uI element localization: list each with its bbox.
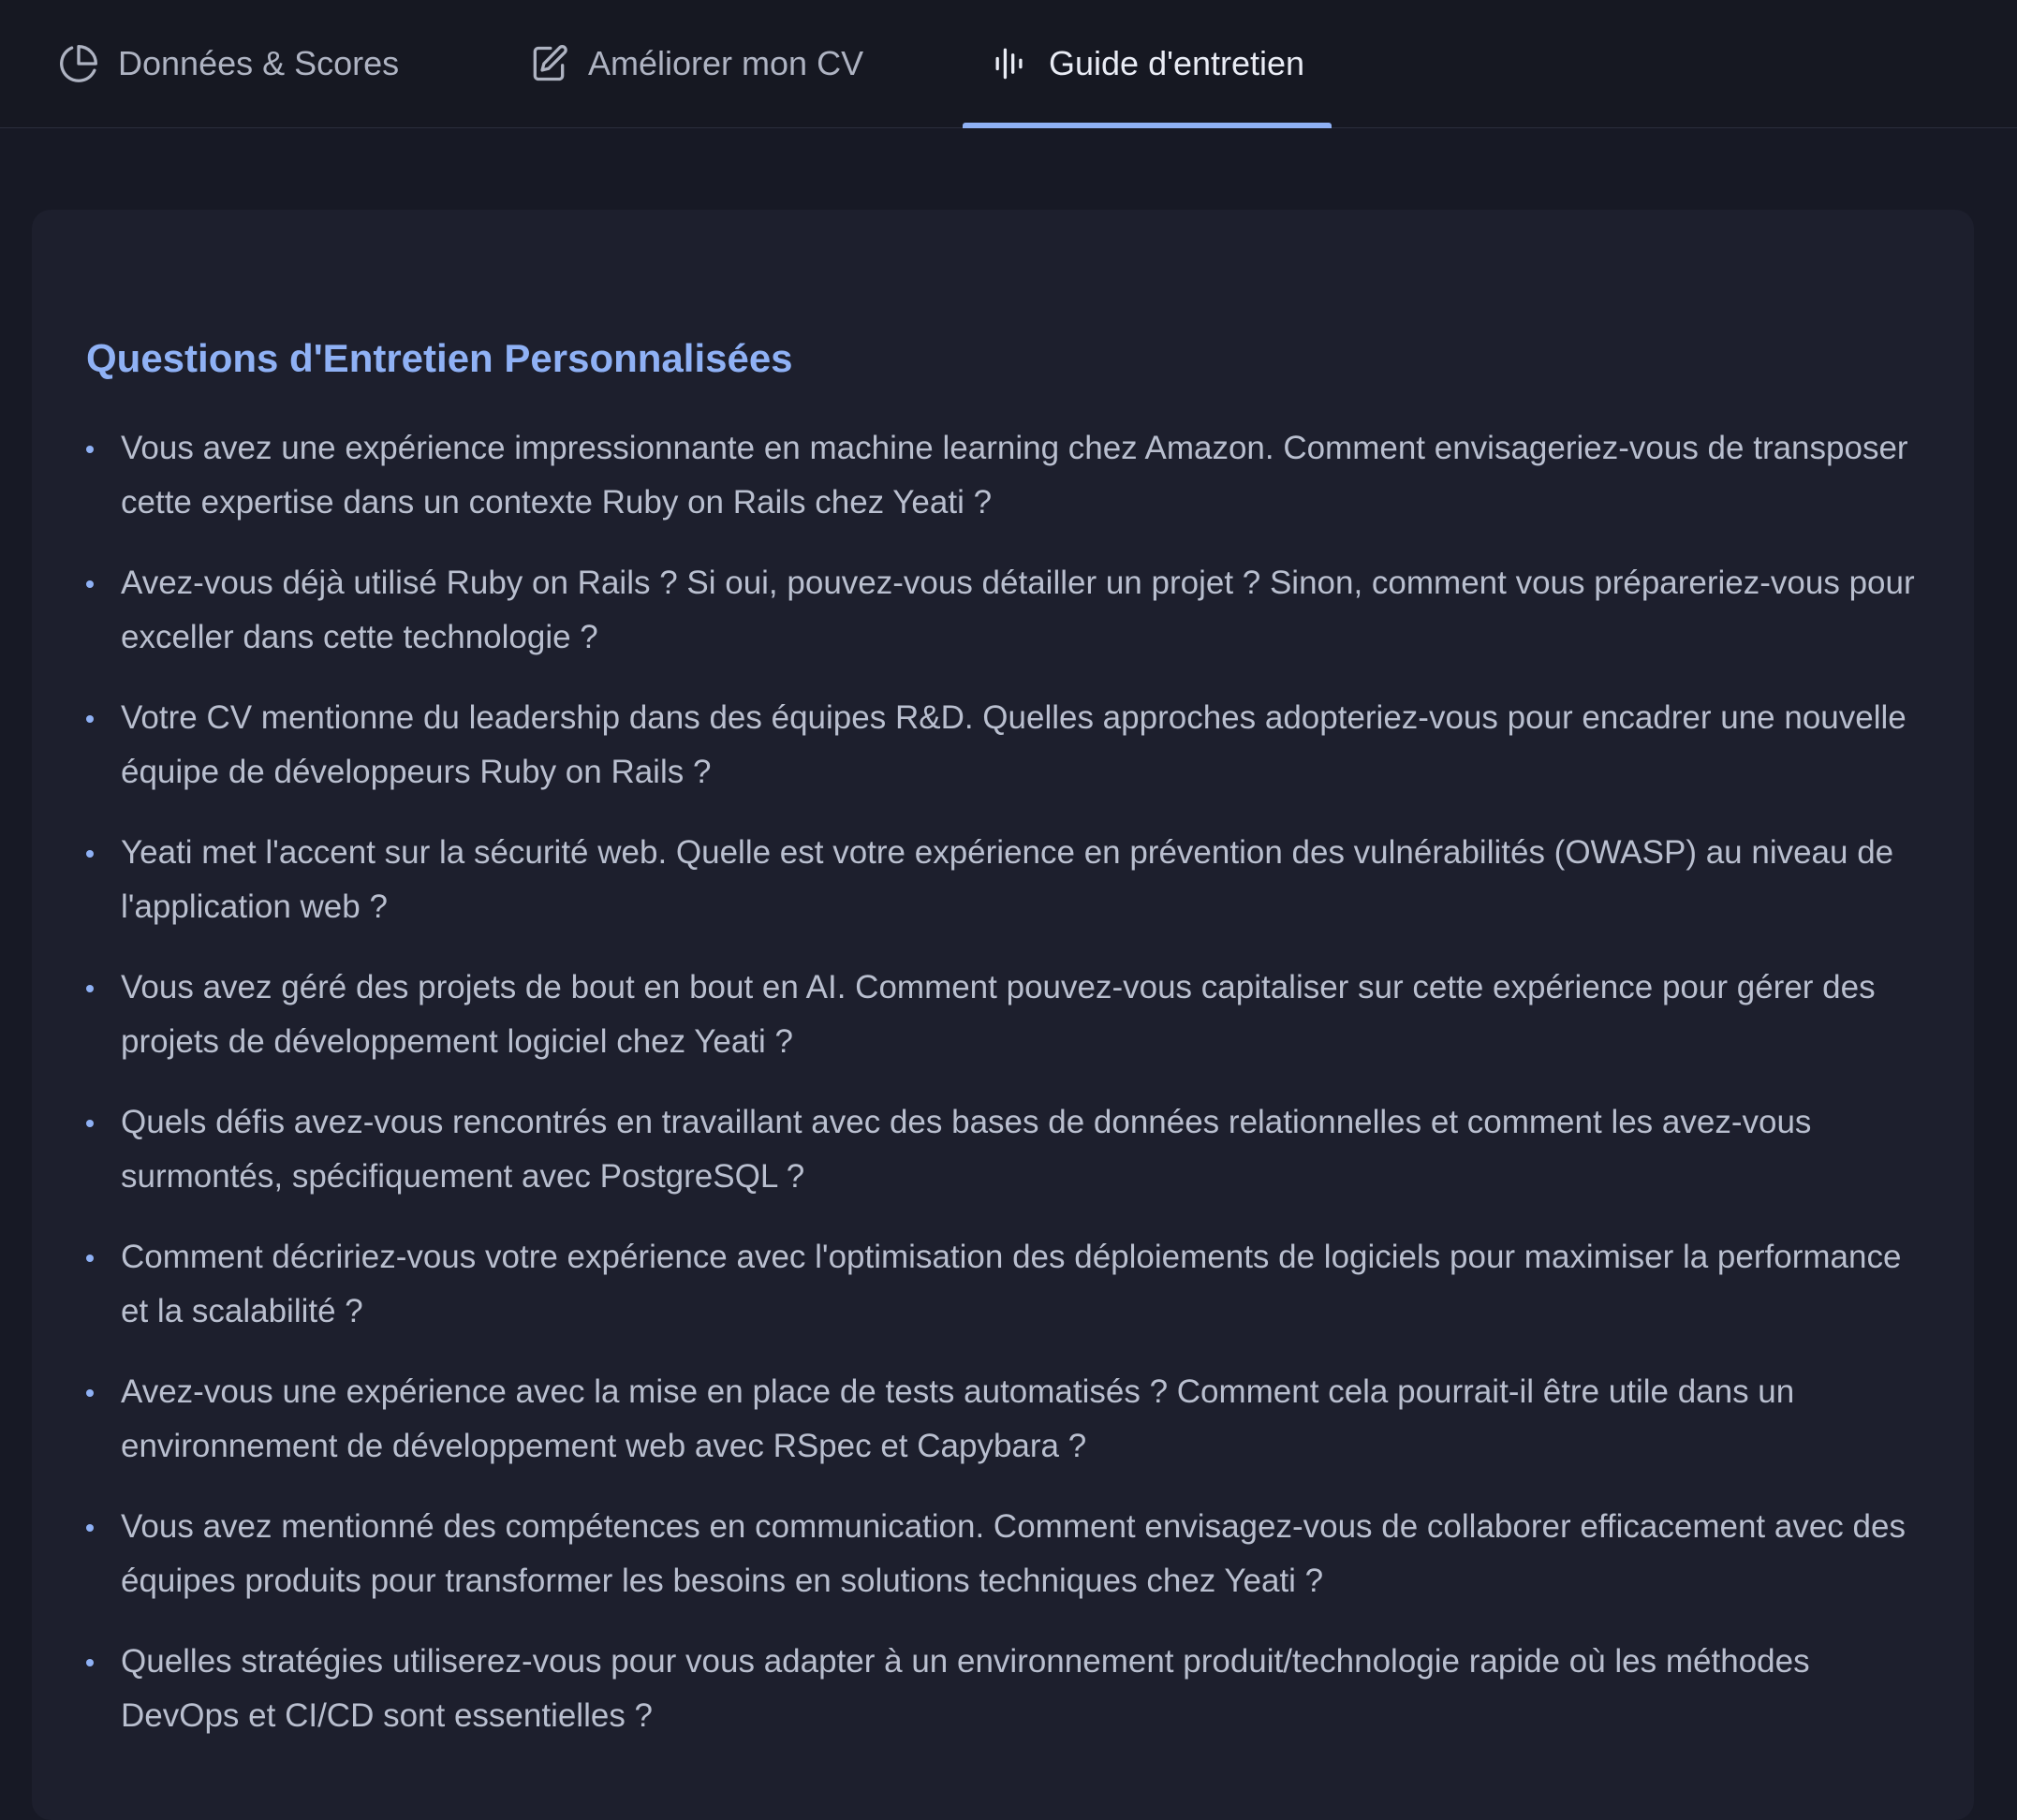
- question-text: Vous avez géré des projets de bout en bout en AI. Comment pouvez-vous capitaliser sur cette expérience pour gérer des projets de développement logiciel chez Yeati ?: [121, 969, 1876, 1060]
- question-text: Vous avez mentionné des compétences en communication. Comment envisagez-vous de collaborer efficacement avec des équipes produits pour transformer les besoins en solutions techniques chez Yeati ?: [121, 1508, 1906, 1599]
- question-text: Avez-vous une expérience avec la mise en place de tests automatisés ? Comment cela pourrait-il être utile dans un environnement de développement web avec RSpec et Capybara ?: [121, 1373, 1795, 1464]
- interview-questions-panel: [32, 210, 1974, 1820]
- tab-label: Guide d'entretien: [1049, 44, 1305, 82]
- bullet-icon: [86, 985, 94, 992]
- tab-label: Améliorer mon CV: [588, 44, 864, 82]
- bullet-icon: [86, 850, 94, 858]
- audio-waveform-icon: [989, 43, 1030, 84]
- tab-ameliorer-cv[interactable]: [528, 0, 921, 127]
- list-item: [86, 1365, 1920, 1474]
- list-item: [86, 691, 1920, 800]
- page-title: Questions d'Entretien Personnalisées: [86, 336, 793, 380]
- list-item: [86, 1500, 1920, 1608]
- question-text: Vous avez une expérience impressionnante en machine learning chez Amazon. Comment envisageriez-vous de transposer cette expertise dans un contexte Ruby on Rails chez Yeati ?: [121, 430, 1908, 521]
- list-item: [86, 1635, 1920, 1743]
- tab-donnees-scores[interactable]: [58, 0, 451, 127]
- bullet-icon: [86, 1389, 94, 1397]
- question-text: Quelles stratégies utiliserez-vous pour vous adapter à un environnement produit/technologie rapide où les méthodes DevOps et CI/CD sont essentielles ?: [121, 1643, 1810, 1734]
- bullet-icon: [86, 1524, 94, 1532]
- pie-chart-icon: [58, 43, 99, 84]
- question-text: Quels défis avez-vous rencontrés en travaillant avec des bases de données relationnelles et comment les avez-vous surmontés, spécifiquement avec PostgreSQL ?: [121, 1104, 1812, 1195]
- question-text: Avez-vous déjà utilisé Ruby on Rails ? Si oui, pouvez-vous détailler un projet ? Sinon, comment vous prépareriez-vous pour exceller dans cette technologie ?: [121, 565, 1915, 655]
- list-item: [86, 421, 1920, 530]
- bullet-icon: [86, 715, 94, 723]
- bullet-icon: [86, 580, 94, 588]
- bullet-icon: [86, 1120, 94, 1127]
- edit-document-icon: [528, 43, 569, 84]
- list-item: [86, 1095, 1920, 1204]
- bullet-icon: [86, 1255, 94, 1262]
- list-item: [86, 556, 1920, 665]
- tab-label: Données & Scores: [118, 44, 400, 82]
- questions-list: [86, 421, 1920, 1743]
- tab-guide-entretien[interactable]: [963, 0, 1332, 127]
- list-item: [86, 826, 1920, 934]
- list-item: [86, 961, 1920, 1069]
- question-text: Yeati met l'accent sur la sécurité web. Quelle est votre expérience en prévention des vulnérabilités (OWASP) au niveau de l'application web ?: [121, 834, 1894, 925]
- bullet-icon: [86, 1659, 94, 1666]
- question-text: Comment décririez-vous votre expérience avec l'optimisation des déploiements de logiciels pour maximiser la performance et la scalabilité ?: [121, 1239, 1902, 1329]
- question-text: Votre CV mentionne du leadership dans des équipes R&D. Quelles approches adopteriez-vous pour encadrer une nouvelle équipe de développeurs Ruby on Rails ?: [121, 699, 1907, 790]
- tab-bar: [0, 0, 2017, 128]
- bullet-icon: [86, 446, 94, 453]
- list-item: [86, 1230, 1920, 1339]
